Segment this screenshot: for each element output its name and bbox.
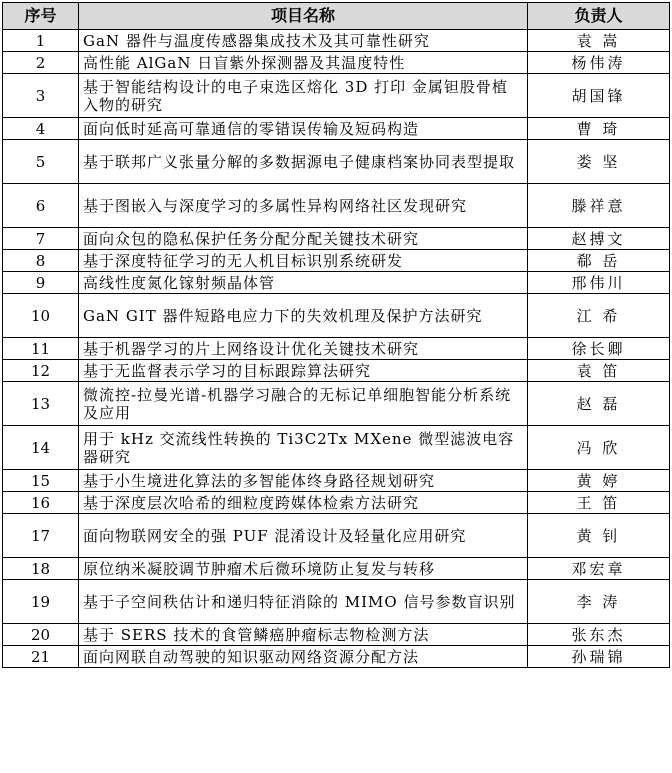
project-title: GaN 器件与温度传感器集成技术及其可靠性研究: [79, 30, 528, 52]
header-owner: 负责人: [528, 3, 670, 30]
header-title: 项目名称: [79, 3, 528, 30]
project-owner: 冯 欣: [528, 426, 670, 470]
project-owner: 邢伟川: [528, 272, 670, 294]
project-title: 基于小生境进化算法的多智能体终身路径规划研究: [79, 470, 528, 492]
project-title: 用于 kHz 交流线性转换的 Ti3C2Tx MXene 微型滤波电容器研究: [79, 426, 528, 470]
table-row: [3, 74, 670, 118]
row-number: 21: [3, 646, 79, 668]
project-owner: 张东杰: [528, 624, 670, 646]
table-row: [3, 250, 670, 272]
project-title: 面向物联网安全的强 PUF 混淆设计及轻量化应用研究: [79, 514, 528, 558]
header-no: 序号: [3, 3, 79, 30]
project-title: 基于 SERS 技术的食管鳞癌肿瘤标志物检测方法: [79, 624, 528, 646]
row-number: 17: [3, 514, 79, 558]
table-row: [3, 624, 670, 646]
project-title: 基于联邦广义张量分解的多数据源电子健康档案协同表型提取: [79, 140, 528, 184]
table-row: [3, 294, 670, 338]
project-owner: 黄 钊: [528, 514, 670, 558]
row-number: 11: [3, 338, 79, 360]
project-owner: 赵 磊: [528, 382, 670, 426]
table-row: [3, 52, 670, 74]
table-row: [3, 118, 670, 140]
project-owner: 娄 坚: [528, 140, 670, 184]
project-owner: 孙瑞锦: [528, 646, 670, 668]
project-title: 面向低时延高可靠通信的零错误传输及短码构造: [79, 118, 528, 140]
table-row: [3, 30, 670, 52]
project-title: 面向网联自动驾驶的知识驱动网络资源分配方法: [79, 646, 528, 668]
project-title: 基于智能结构设计的电子束选区熔化 3D 打印 金属钽股骨植入物的研究: [79, 74, 528, 118]
project-owner: 李 涛: [528, 580, 670, 624]
project-title: 基于深度层次哈希的细粒度跨媒体检索方法研究: [79, 492, 528, 514]
table-row: [3, 514, 670, 558]
table-row: [3, 272, 670, 294]
row-number: 10: [3, 294, 79, 338]
project-owner: 曹 琦: [528, 118, 670, 140]
table-row: [3, 580, 670, 624]
row-number: 19: [3, 580, 79, 624]
table-row: [3, 184, 670, 228]
row-number: 2: [3, 52, 79, 74]
table-row: [3, 558, 670, 580]
header-row: [3, 3, 670, 30]
project-title: 基于子空间秩估计和递归特征消除的 MIMO 信号参数盲识别: [79, 580, 528, 624]
table-row: [3, 338, 670, 360]
project-owner: 江 希: [528, 294, 670, 338]
row-number: 9: [3, 272, 79, 294]
table-row: [3, 426, 670, 470]
table-row: [3, 470, 670, 492]
row-number: 14: [3, 426, 79, 470]
project-title: 面向众包的隐私保护任务分配分配关键技术研究: [79, 228, 528, 250]
project-owner: 王 笛: [528, 492, 670, 514]
project-owner: 郗 岳: [528, 250, 670, 272]
row-number: 3: [3, 74, 79, 118]
project-title: 原位纳米凝胶调节肿瘤术后微环境防止复发与转移: [79, 558, 528, 580]
row-number: 4: [3, 118, 79, 140]
project-owner: 滕祥意: [528, 184, 670, 228]
table-row: [3, 360, 670, 382]
project-owner: 袁 笛: [528, 360, 670, 382]
table-row: [3, 492, 670, 514]
project-title: 高线性度氮化镓射频晶体管: [79, 272, 528, 294]
row-number: 5: [3, 140, 79, 184]
project-owner: 袁 嵩: [528, 30, 670, 52]
project-owner: 邓宏章: [528, 558, 670, 580]
project-title: 高性能 AlGaN 日盲紫外探测器及其温度特性: [79, 52, 528, 74]
table-row: [3, 646, 670, 668]
row-number: 6: [3, 184, 79, 228]
table-row: [3, 382, 670, 426]
row-number: 12: [3, 360, 79, 382]
table-row: [3, 228, 670, 250]
project-title: 基于无监督表示学习的目标跟踪算法研究: [79, 360, 528, 382]
project-title: 微流控-拉曼光谱-机器学习融合的无标记单细胞智能分析系统及应用: [79, 382, 528, 426]
row-number: 13: [3, 382, 79, 426]
project-title: 基于深度特征学习的无人机目标识别系统研发: [79, 250, 528, 272]
project-title: 基于图嵌入与深度学习的多属性异构网络社区发现研究: [79, 184, 528, 228]
row-number: 8: [3, 250, 79, 272]
row-number: 20: [3, 624, 79, 646]
project-owner: 徐长卿: [528, 338, 670, 360]
row-number: 18: [3, 558, 79, 580]
project-owner: 杨伟涛: [528, 52, 670, 74]
project-owner: 赵搏文: [528, 228, 670, 250]
project-owner: 胡国锋: [528, 74, 670, 118]
project-owner: 黄 婷: [528, 470, 670, 492]
project-table: [2, 2, 670, 668]
row-number: 16: [3, 492, 79, 514]
row-number: 15: [3, 470, 79, 492]
row-number: 1: [3, 30, 79, 52]
row-number: 7: [3, 228, 79, 250]
project-title: 基于机器学习的片上网络设计优化关键技术研究: [79, 338, 528, 360]
table-body: [3, 30, 670, 668]
table-row: [3, 140, 670, 184]
project-title: GaN GIT 器件短路电应力下的失效机理及保护方法研究: [79, 294, 528, 338]
